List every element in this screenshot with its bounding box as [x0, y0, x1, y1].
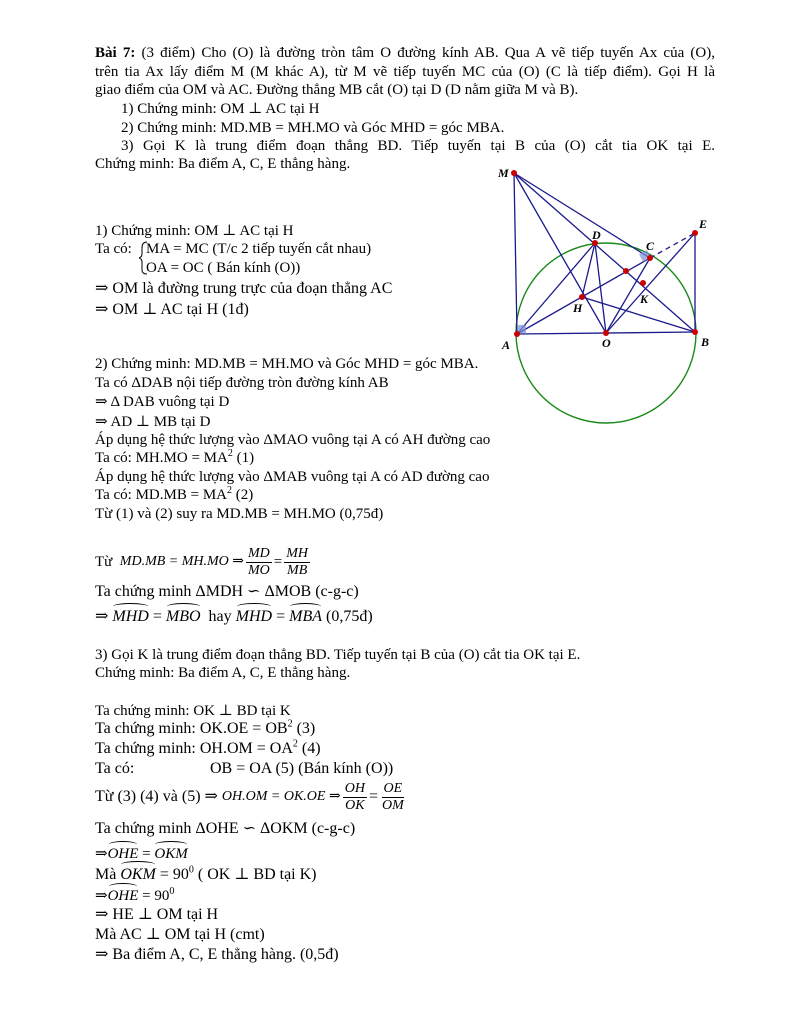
question-3b: Chứng minh: Ba điểm A, C, E thẳng hàng. [95, 156, 351, 172]
question-2: 2) Chứng minh: MD.MB = MH.MO và Góc MHD = góc MBA. [121, 120, 505, 136]
fraction-mh-mb [284, 546, 310, 579]
frac-num: MH [286, 545, 309, 561]
angle-mhd-2: MHD [236, 604, 272, 626]
label-o: O [602, 336, 611, 350]
frac-den: MB [287, 562, 308, 578]
frac-den: MO [248, 562, 270, 578]
part2-hay: hay [208, 608, 232, 625]
part3-angle-eq: ⇒OHE = OKM [95, 842, 188, 863]
part3-a2: Ta chứng minh: $OK.OE = OB^2$ (3) [95, 718, 316, 737]
problem-heading: Bài 7: [95, 45, 136, 61]
part3-okbd: ( OK ⊥ BD tại K) [193, 866, 317, 883]
frac-num: OH [344, 780, 365, 796]
frac-den: OK [345, 797, 365, 813]
part2-l2: ⇒ Δ DAB vuông tại D [95, 394, 230, 410]
line-mb [514, 173, 695, 332]
part1-eq2: OA = OC ( Bán kính (O)) [146, 260, 301, 276]
label-d: D [592, 228, 601, 242]
angle-mbo: MBO [166, 604, 201, 626]
part3-deg-2: = 90 [138, 888, 170, 904]
fraction-oh-ok [343, 781, 367, 814]
part2-l5-text: Ta có: MH.MO = MA [95, 450, 228, 466]
angle-mhd: MHD [112, 604, 148, 626]
part3-a3: Ta chứng minh: $OH.OM = OA^2$ (4) [95, 738, 321, 757]
frac-num: MD [248, 545, 270, 561]
part3-ohe-90: ⇒OHE = $90^0$ [95, 886, 175, 904]
part3-conclusion: ⇒ Ba điểm A, C, E thẳng hàng. (0,5đ) [95, 946, 339, 963]
label-b: B [701, 335, 710, 349]
part2-points: (0,75đ) [325, 608, 373, 625]
fraction-oe-om [380, 781, 406, 814]
part3-a3-ref: (4) [297, 740, 321, 757]
part2-l7-text: Ta có: MD.MB = MA [95, 487, 227, 503]
point-a [514, 331, 520, 337]
part2-l8: Từ (1) và (2) suy ra MD.MB = MH.MO (0,75đ) [95, 506, 384, 522]
part3-eq: OH.OM = OK.OE ⇒ [221, 789, 341, 804]
part3-ma: Mà [95, 866, 117, 883]
question-3a: 3) Gọi K là trung điểm đoạn thẳng BD. Tiếp tuyến tại B của (O) cắt tia OK tại E. [121, 138, 715, 154]
problem-line-1 [95, 44, 715, 62]
part3-t1: 3) Gọi K là trung điểm đoạn thẳng BD. Tiếp tuyến tại B của (O) cắt tia OK tại E. [95, 647, 581, 663]
part2-l1: Ta có ΔDAB nội tiếp đường tròn đường kính AB [95, 375, 389, 391]
part3-a5: Từ (3) (4) và (5) ⇒ [95, 788, 218, 805]
label-a: A [502, 338, 511, 352]
part2-tu: Từ [95, 554, 113, 570]
degree-sup: 0 [188, 864, 194, 876]
part3-ma-ac: Mà AC ⊥ OM tại H (cmt) [95, 926, 265, 943]
part3-he: ⇒ HE ⊥ OM tại H [95, 906, 219, 923]
angle-okm: OKM [154, 842, 187, 863]
problem-text-1: (3 điểm) Cho (O) là đường tròn tâm O đường kính AB. Qua A vẽ tiếp tuyến Ax của (O), [141, 45, 715, 61]
point-e [692, 230, 698, 236]
frac-num: OE [383, 780, 403, 796]
point-c [647, 255, 653, 261]
line-hb [582, 297, 695, 332]
part1-c2: ⇒ OM ⊥ AC tại H (1đ) [95, 301, 249, 318]
part2-l3: ⇒ AD ⊥ MB tại D [95, 414, 211, 430]
figure-lines [514, 173, 695, 334]
part2-l5-ref: (1) [232, 450, 255, 466]
part2-l5: Ta có: $MH.MO = MA^2$ (1) [95, 448, 255, 466]
point-b [692, 329, 698, 335]
angle-ohe-2: OHE [108, 884, 139, 905]
part3-ratio-line: Từ (3) (4) và (5) ⇒ OH.OM = OK.OE ⇒ $\frac{OH}{OK}$ = $\frac{OE}{OM}$ [95, 777, 408, 817]
part3-a4-label: Ta có: [95, 760, 135, 777]
label-c: C [646, 239, 655, 253]
line-ma [514, 173, 517, 334]
part3-a1: Ta chứng minh: OK ⊥ BD tại K [95, 703, 291, 719]
part3-deg: = 90 [155, 866, 189, 883]
part3-t2: Chứng minh: Ba điểm A, C, E thẳng hàng. [95, 665, 351, 681]
label-k: K [640, 292, 649, 306]
geometry-figure [490, 160, 730, 430]
part3-ma-line [95, 862, 317, 884]
part1-taco: Ta có: [95, 241, 132, 257]
point-k [640, 280, 646, 286]
part2-l7-ref: (2) [232, 487, 254, 503]
part3-a4-text: OB = OA (5) (Bán kính (O)) [210, 760, 394, 777]
angle-mba: MBA [289, 604, 322, 626]
part2-angles: ⇒ MHD = MBO hay MHD = MBA (0,75đ) [95, 604, 373, 626]
point-h [579, 294, 585, 300]
label-m: M [498, 166, 509, 180]
part2-l7: Ta có: $MD.MB = MA^2$ (2) [95, 485, 254, 503]
label-e: E [699, 217, 708, 231]
part2-l4: Áp dụng hệ thức lượng vào ΔMAO vuông tại A có AH đường cao [95, 432, 491, 448]
part3-sim: Ta chứng minh ΔOHE ∽ ΔOKM (c-g-c) [95, 820, 356, 837]
part2-eq: MD.MB = MH.MO ⇒ [119, 554, 245, 569]
part1-title: 1) Chứng minh: OM ⊥ AC tại H [95, 223, 294, 239]
fraction-md-mo [246, 546, 272, 579]
angle-okm-2: OKM [120, 862, 156, 884]
frac-den: OM [381, 797, 404, 813]
line-mc [514, 173, 650, 258]
question-1: 1) Chứng minh: OM ⊥ AC tại H [121, 101, 320, 117]
part3-a2-text: Ta chứng minh: OK.OE = OB [95, 720, 288, 737]
angle-ohe: OHE [108, 842, 139, 863]
part2-sim: Ta chứng minh ΔMDH ∽ ΔMOB (c-g-c) [95, 583, 359, 600]
problem-line-2: trên tia Ax lấy điểm M (M khác A), từ M vẽ tiếp tuyến MC của (O) (C là tiếp điểm). Gọi H là [95, 64, 715, 80]
part2-ratio-line: Từ MD.MB = MH.MO ⇒ $\frac{MD}{MO}$ = $\frac{MH}{MB}$ [95, 543, 312, 581]
part3-a3-text: Ta chứng minh: OH.OM = OA [95, 740, 293, 757]
part2-l6: Áp dụng hệ thức lượng vào ΔMAB vuông tại A có AD đường cao [95, 469, 490, 485]
point-intersection [623, 268, 629, 274]
part2-title: 2) Chứng minh: MD.MB = MH.MO và Góc MHD = góc MBA. [95, 356, 479, 372]
part1-c1: ⇒ OM là đường trung trực của đoạn thẳng AC [95, 280, 393, 297]
line-ce-dashed [650, 233, 695, 258]
problem-line-3: giao điểm của OM và AC. Đường thẳng MB cắt (O) tại D (D nằm giữa M và B). [95, 82, 579, 98]
point-m [511, 170, 517, 176]
part1-eq1: MA = MC (T/c 2 tiếp tuyến cắt nhau) [146, 241, 372, 257]
part3-a2-ref: (3) [292, 720, 316, 737]
degree-sup-2: 0 [169, 886, 175, 897]
right-angle-mark-a [518, 325, 526, 333]
line-ad [517, 243, 595, 334]
label-h: H [573, 301, 583, 315]
part3-a4 [95, 759, 394, 778]
